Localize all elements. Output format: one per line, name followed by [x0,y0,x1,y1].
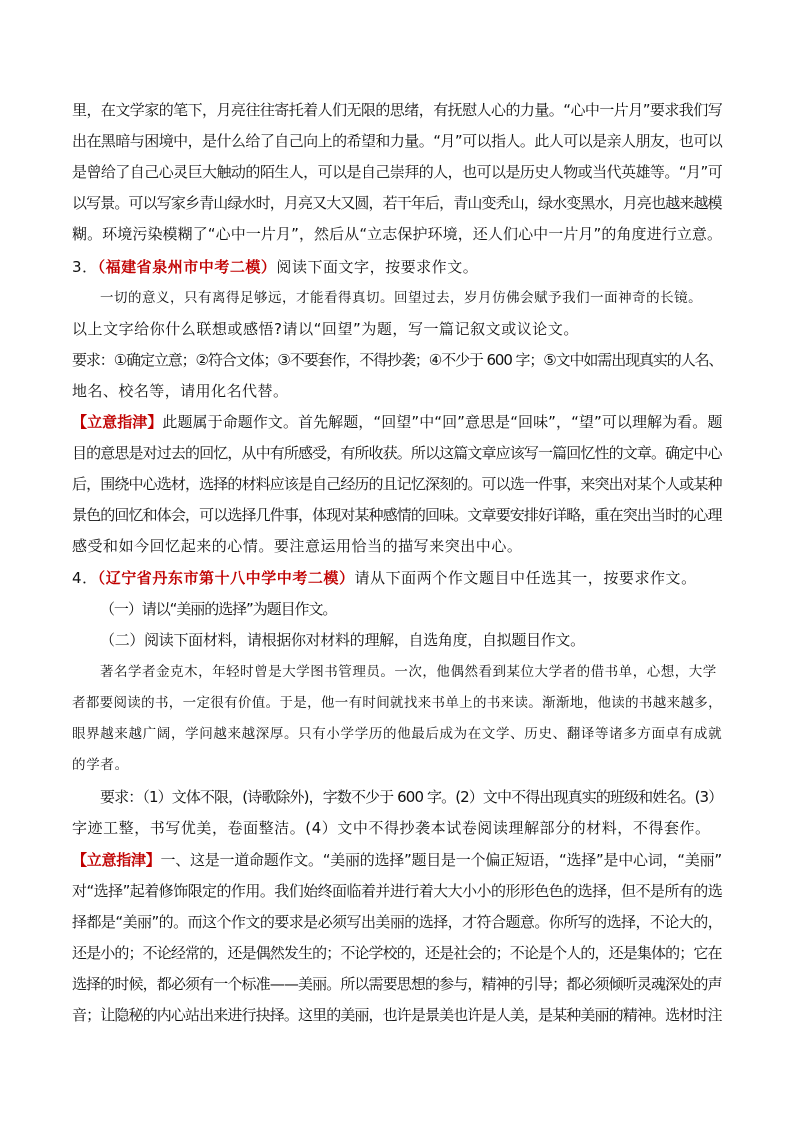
text-line: 出在黑暗与困境中，是什么给了自己向上的希望和力量。“月”可以指人。此人可以是亲人朋友，也可以 [72,132,723,150]
guide-text: 此题属于命题作文。首先解题，“回望”中“回”意思是“回味”，“望”可以理解为看。题 [162,413,723,431]
question-number: 3． [72,258,98,276]
guide-paragraph [72,850,724,870]
guide-label: 【立意指津】 [72,413,163,431]
question-number: 4． [72,569,98,587]
text-line: 以上文字给你什么联想或感悟?请以“回望”为题，写一篇记叙文或议论文。 [72,320,579,338]
text-line: 音；让隐秘的内心站出来进行抉择。这里的美丽，也许是景美也许是人美，是某种美丽的精神。选材时注 [72,1006,722,1024]
text-line: 感受和如今回忆起来的心情。要注意运用恰当的描写来突出中心。 [72,537,523,555]
question-source: （辽宁省丹东市第十八中学中考二模） [97,569,355,587]
text-line: 糊。环境污染模糊了“心中一片月”，然后从“立志保护环境，还人们心中一片月”的角度进行立意。 [72,225,723,243]
text-line: 后，围绕中心选材，选择的材料应该是自己经历的且记忆深刻的。可以选一件事，来突出对某个人或某种 [72,475,722,493]
material-line: 者都要阅读的书，一定很有价值。于是，他一有时间就找来书单上的书来读。渐渐地，他读的书越来越多， [72,695,722,711]
text-line: 择都是“美丽”的。而这个作文的要求是必须写出美丽的选择，才符合题意。你所写的选择，不论大的， [72,913,723,931]
material-line: 眼界越来越广阔，学问越来越深厚。只有小学学历的他最后成为在文学、历史、翻译等诸多方面卓有成就 [72,726,723,742]
question-3-header [72,257,724,277]
text-line: 是曾给了自己心灵巨大触动的陌生人，可以是自己崇拜的人，也可以是历史人物或当代英雄等。“月”可 [72,163,723,181]
text-line: 里，在文学家的笔下，月亮往往寄托着人们无限的思绪，有抚慰人心的力量。“心中一片月”要求我们写 [72,101,723,119]
guide-paragraph [72,412,724,432]
quote-text: 一切的意义，只有离得足够远，才能看得真切。回望过去，岁月仿佛会赋予我们一面神奇的长镜。 [100,290,703,306]
option-2: （二）阅读下面材料，请根据你对材料的理解，自选角度，自拟题目作文。 [100,631,585,649]
text-line: 选择的时候，都必须有一个标准——美丽。所以需要思想的参与，精神的引导；都必须倾听灵魂深处的声 [72,975,722,993]
text-line: 景色的回忆和体会，可以选择几件事，体现对某种感情的回味。文章要安排好详略，重在突出当时的心理 [72,506,722,524]
requirements-line: 要求：（1）文体不限，(诗歌除外)，字数不少于 600 字。(2）文中不得出现真实的班级和姓名。(3） [100,788,723,806]
text-line: 以写景。可以写家乡青山绿水时，月亮又大又圆，若干年后，青山变秃山，绿水变黑水，月亮也越来越模 [72,194,722,212]
question-source: （福建省泉州市中考二模） [97,258,277,276]
text-line: 对“选择”起着修饰限定的作用。我们始终面临着并进行着大大小小的形形色色的选择，但不是所有的选 [72,882,723,900]
question-instruction: 阅读下面文字，按要求作文。 [276,258,479,276]
guide-text: 一、这是一道命题作文。“美丽的选择”题目是一个偏正短语，“选择”是中心词，“美丽” [160,851,722,869]
material-line: 著名学者金克木，年轻时曾是大学图书管理员。一次，他偶然看到某位大学者的借书单，心想，大学 [100,664,717,680]
text-line: 还是小的；不论经常的，还是偶然发生的；不论学校的，还是社会的；不论是个人的，还是集体的；它在 [72,944,722,962]
question-4-header [72,568,724,588]
option-1: （一）请以“美丽的选择”为题目作文。 [100,600,337,618]
question-instruction: 请从下面两个作文题目中任选其一，按要求作文。 [354,569,697,587]
requirements-line: 字迹工整，书写优美，卷面整洁。(4）文中不得抄袭本试卷阅读理解部分的材料，不得套作。 [72,819,711,837]
text-line: 要求：①确定立意；②符合文体；③不要套作，不得抄袭；④不少于 600 字；⑤文中如需出现真实的人名、 [72,351,723,369]
guide-label: 【立意指津】 [72,851,161,869]
text-line: 地名、校名等，请用化名代替。 [72,382,289,400]
text-line: 目的意思是对过去的回忆，从中有所感受，有所收获。所以这篇文章应该写一篇回忆性的文章。确定中心 [72,444,722,462]
material-line: 的学者。 [72,757,129,773]
